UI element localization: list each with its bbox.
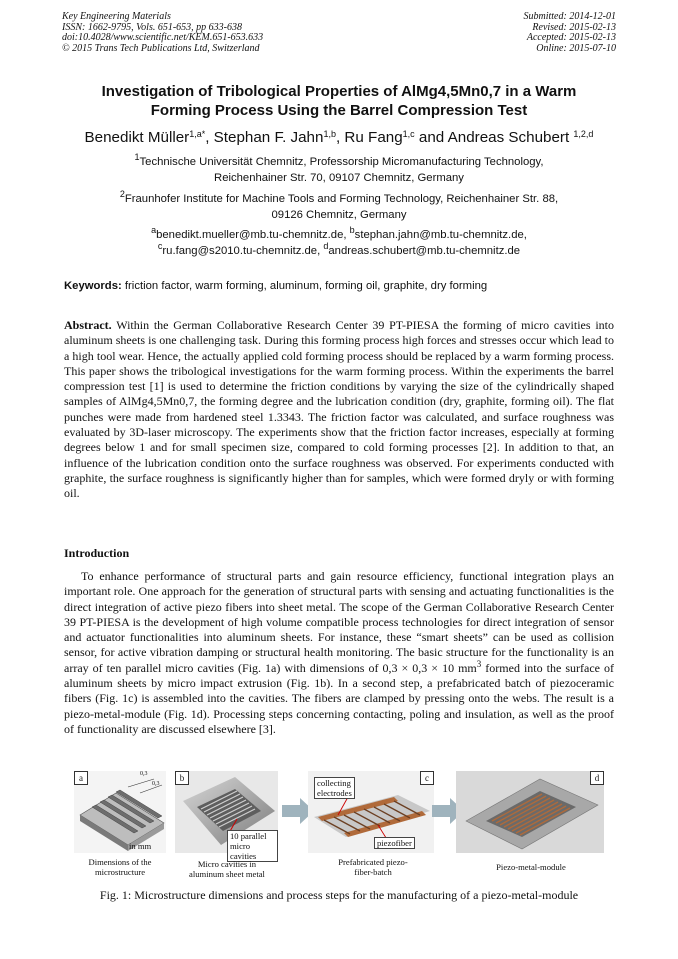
panel-a-caption-line-1: Dimensions of the <box>88 857 152 867</box>
email-b-mark: b <box>349 225 355 235</box>
journal-header <box>62 12 263 54</box>
panel-c-caption <box>310 857 436 878</box>
piezofiber-callout: piezofiber <box>374 837 415 849</box>
email-c[interactable]: ru.fang@s2010.tu-chemnitz.de, <box>162 244 324 257</box>
author-3-affil: 1,c <box>402 129 415 139</box>
panel-c-caption-line-1: Prefabricated piezo- <box>338 857 408 867</box>
introduction-heading: Introduction <box>64 546 130 560</box>
email-a[interactable]: benedikt.mueller@mb.tu-chemnitz.de, <box>156 229 350 241</box>
unit-label: in mm <box>129 841 152 851</box>
panel-a-label: a <box>74 771 88 785</box>
affiliation-2-mark: 2 <box>119 189 125 199</box>
author-2: , Stephan F. Jahn <box>205 129 324 146</box>
panel-a-caption-line-2: microstructure <box>94 867 146 878</box>
email-a-mark: a <box>151 225 157 235</box>
introduction-exponent: 3 <box>476 658 482 669</box>
paper-title <box>60 82 618 120</box>
abstract <box>64 318 614 502</box>
callout-line-2: micro cavities <box>230 841 257 861</box>
author-4: and Andreas Schubert <box>414 129 574 146</box>
keywords-text: friction factor, warm forming, aluminum, forming oil, graphite, dry forming <box>121 280 488 292</box>
affiliation-1 <box>60 152 618 186</box>
email-b[interactable]: stephan.jahn@mb.tu-chemnitz.de, <box>354 229 527 241</box>
abstract-label: Abstract. <box>64 318 112 332</box>
figure-panel-d <box>456 771 604 853</box>
introduction-text-a: To enhance performance of structural parts and gain resource efficiency, functional integration plays an important role. One approach for the generation of structural parts with sensing and actuating functionalities is the direct integration of active piezo fibers into sheet metal. The scope of the German Collaborative Research Center 39 PT-PIESA is the development of high volume compatible process technologies for direct integration of sensor and actuator functionalities into aluminum sheets. For instance, these “smart sheets” can be used as collision sensor, for active vibration damping or structural health monitoring. The basic structure for the functionality is an array of ten parallel micro cavities (Fig. 1a) with dimensions of 0,3 × 0,3 × 10 mm <box>64 569 614 675</box>
figure-panel-b <box>175 771 278 861</box>
affiliation-2 <box>60 189 618 223</box>
email-c-mark: c <box>157 240 163 251</box>
figure-caption: Fig. 1: Microstructure dimensions and process steps for the manufacturing of a piezo-metal-module <box>99 888 579 902</box>
panel-c-caption-line-2: fiber-batch <box>354 867 392 878</box>
introduction-text-b: formed into the surface of aluminum sheets by micro impact extrusion (Fig. 1b). In a second step, a prefabricated batch of piezoceramic fibers (Fig. 1c) is assembled into the cavities. The fibers are clamped by pressing onto the webs. The result is a piezo-metal-module (Fig. 1d). Processing steps concerning contacting, poling and insulation, as well as the proof of functionality are discussed elsewhere [3]. <box>64 660 614 736</box>
panel-c-label: c <box>420 771 434 785</box>
callout-line-1: 10 parallel <box>230 831 267 841</box>
email-block <box>60 225 618 259</box>
email-d[interactable]: andreas.schubert@mb.tu-chemnitz.de <box>328 244 521 257</box>
submitted-date: Submitted: 2014-12-01 <box>523 11 616 22</box>
title-line-2: Forming Process Using the Barrel Compression Test <box>150 102 528 119</box>
title-line-1: Investigation of Tribological Properties of AlMg4,5Mn0,7 in a Warm <box>101 83 577 100</box>
affiliation-1-line-1: Technische Universität Chemnitz, Professorship Micromanufacturing Technology, <box>139 156 544 168</box>
accepted-date: Accepted: 2015-02-13 <box>526 32 616 44</box>
introduction-paragraph <box>64 569 614 737</box>
electrodes-callout-line-2: electrodes <box>317 788 352 798</box>
author-4-affil: 1,2,d <box>573 129 594 139</box>
issn-line: ISSN: 1662-9795, Vols. 651-653, pp 633-638 <box>62 21 242 33</box>
affiliation-1-line-2: Reichenhainer Str. 70, 09107 Chemnitz, Germany <box>214 171 464 184</box>
keywords-label: Keywords: <box>64 280 122 292</box>
panel-d-caption: Piezo-metal-module <box>496 862 566 872</box>
copyright-line: © 2015 Trans Tech Publications Ltd, Switzerland <box>62 42 260 54</box>
dates-header <box>524 12 617 54</box>
keywords <box>64 280 624 292</box>
revised-date: Revised: 2015-02-13 <box>532 21 616 33</box>
electrodes-callout-line-1: collecting <box>317 778 351 788</box>
abstract-text: Within the German Collaborative Research Center 39 PT-PIESA the forming of micro cavities into aluminum sheets is one challenging task. During this forming process high forces and stresses occur which lead to a high tool wear. Hence, the actually applied cold forming process should be replaced by a warm forming process. This paper shows the tribological investigations for the warm forming process. Within the experiments the barrel compression test [1] is used to determine the friction conditions by varying the size of the cylindrically shaped samples of AlMg4,5Mn0,7, the forming degree and the lubrication condition (dry, graphite, forming oil). The flat punches were made from hardened steel 1.3343. The friction factor was calculated, and surface roughness was evaluated by 3D-laser microscopy. The experiments show that the friction factor increases, especially at forming degrees below 1 and for small specimen size, compared to cold forming processes [2]. In addition to that, an influence of the lubrication condition onto the surface roughness was observed. For experiments conducted with graphite, the surface roughness is significantly higher than for samples, which were formed dryly or with forming oil. <box>64 318 614 501</box>
affiliation-2-line-1: Fraunhofer Institute for Machine Tools and Forming Technology, Reichenhainer Str. 88, <box>124 193 559 205</box>
micro-cavities-callout <box>227 830 278 862</box>
panel-b-caption <box>172 859 282 880</box>
author-2-affil: 1,b <box>323 129 336 139</box>
doi-line: doi:10.4028/www.scientific.net/KEM.651-653.633 <box>62 32 264 44</box>
affiliation-2-line-2: 09126 Chemnitz, Germany <box>271 208 407 221</box>
dimension-value-1: 0,3 <box>140 771 148 777</box>
affiliation-1-mark: 1 <box>134 152 140 162</box>
panel-b-caption-line-1: Micro cavities in <box>197 859 257 869</box>
electrodes-callout <box>314 777 355 799</box>
author-3: , Ru Fang <box>335 129 403 146</box>
panel-a-caption <box>64 857 176 878</box>
panel-d-label: d <box>590 771 604 785</box>
panel-b-caption-line-2: aluminum sheet metal <box>189 869 265 880</box>
panel-b-label: b <box>175 771 189 785</box>
journal-name: Key Engineering Materials <box>62 11 171 22</box>
online-date: Online: 2015-07-10 <box>536 42 616 54</box>
piezo-metal-module-photo <box>456 771 604 853</box>
figure-panel-c <box>308 771 434 853</box>
author-1: Benedikt Müller <box>84 129 190 146</box>
dimension-value-2: 0,3 <box>152 781 160 787</box>
author-list <box>40 129 638 146</box>
email-d-mark: d <box>323 240 329 251</box>
figure-panel-a <box>74 771 166 853</box>
author-1-affil: 1,a* <box>189 129 206 139</box>
